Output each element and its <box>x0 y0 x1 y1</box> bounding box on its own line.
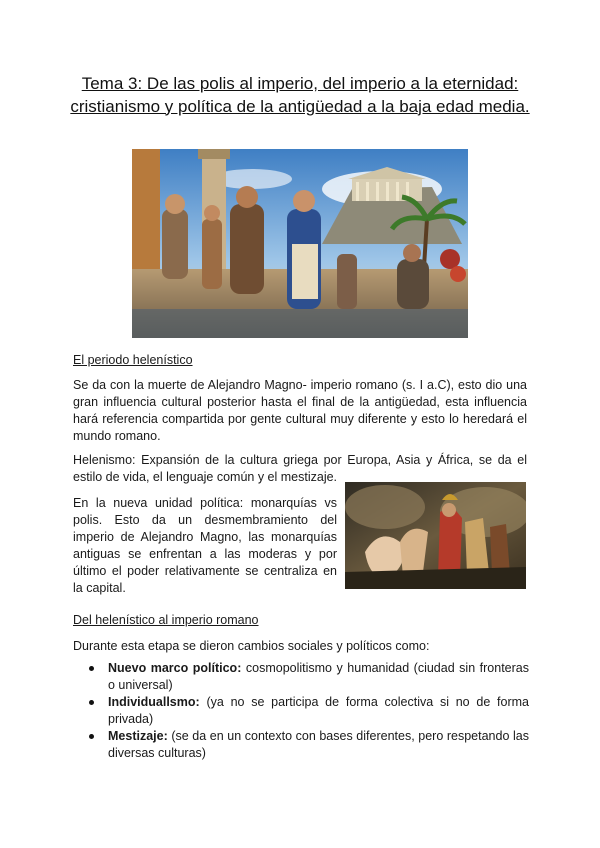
paragraph-intro-cambios: Durante esta etapa se dieron cambios sociales y políticos como: <box>73 639 430 653</box>
bullet-icon <box>89 666 94 671</box>
bullet-icon <box>89 734 94 739</box>
changes-list <box>73 660 529 762</box>
list-item <box>73 728 529 762</box>
painting-image <box>345 482 526 589</box>
paragraph-helenismo: Helenismo: Expansión de la cultura griega por Europa, Asia y África, se da el estilo de vida, el lenguaje común y el mestizaje. <box>73 453 527 484</box>
greek-scene-illustration <box>132 149 468 338</box>
list-item <box>73 660 529 694</box>
section-heading-romano: Del helenístico al imperio romano <box>73 613 259 627</box>
list-item <box>73 694 529 728</box>
bullet-text: (ya no se participa de forma colectiva si no de forma privada) <box>108 695 529 726</box>
bullet-term: Mestizaje: <box>108 729 168 743</box>
document-title: Tema 3: De las polis al imperio, del imperio a la eternidad: cristianismo y política de la antigüedad a la baja edad media. <box>70 74 530 116</box>
bullet-text: cosmopolitismo y humanidad (ciudad sin fronteras o universal) <box>108 661 529 692</box>
bullet-icon <box>89 700 94 705</box>
bullet-term: Individuallsmo: <box>108 695 200 709</box>
bullet-text: (se da en un contexto con bases diferentes, pero respetando las diversas culturas) <box>108 729 529 760</box>
section-heading-helenistico: El periodo helenístico <box>73 353 193 367</box>
classical-painting <box>345 482 526 589</box>
paragraph-alejandro: Se da con la muerte de Alejandro Magno- imperio romano (s. I a.C), esto dio una gran influencia cultural posterior hasta el final de la antigüedad, esta influencia hará referencia compartida por gente cultural muy diferente y esto lo heredará el mundo romano. <box>73 378 527 443</box>
paragraph-monarquias: En la nueva unidad política: monarquías vs polis. Esto da un desmembramiento del imperio de Alejandro Magno, las monarquías antiguas se enfrentan a las moderas y por último el poder relativamente se centraliza en la capital. <box>73 496 337 595</box>
bullet-term: Nuevo marco político: <box>108 661 242 675</box>
greek-scene-image <box>132 149 468 338</box>
